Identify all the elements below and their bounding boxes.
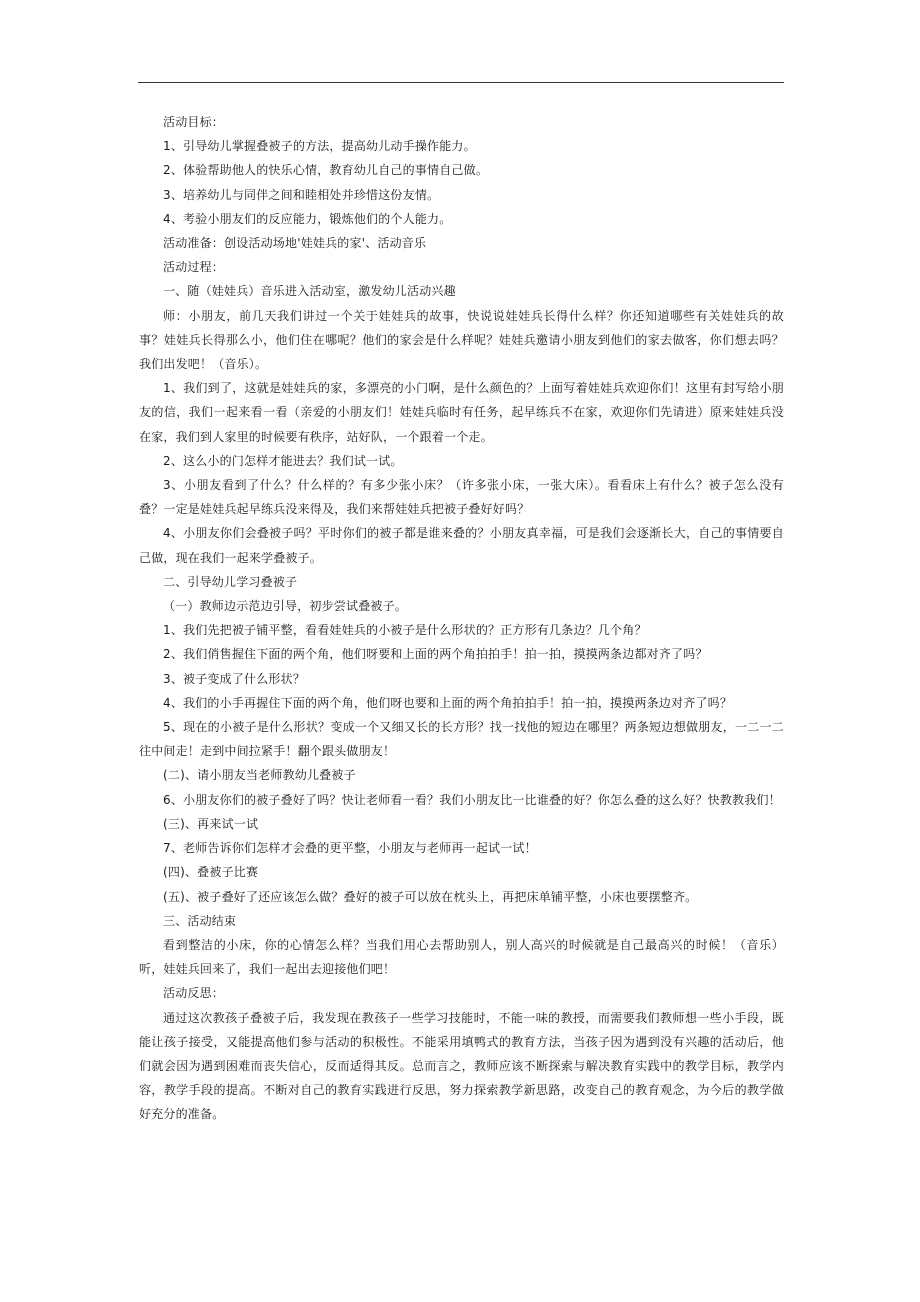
paragraph: 师：小朋友，前几天我们讲过一个关于娃娃兵的故事，快说说娃娃兵长得什么样？你还知道哪些有关娃娃兵的故事？娃娃兵长得那么小，他们住在哪呢？他们的家会是什么样呢？娃娃兵邀请小朋友到他们的家去做客，你们想去吗？我们出发吧！（音乐）。 <box>139 308 784 372</box>
paragraph: 3、小朋友看到了什么？什么样的？有多少张小床？（许多张小床，一张大床）。看看床上有什么？被子怎么没有叠？一定是娃娃兵起早练兵没来得及，我们来帮娃娃兵把被子叠好好吗？ <box>139 478 784 517</box>
goal-item: 1、引导幼儿掌握叠被子的方法，提高幼儿动手操作能力。 <box>163 139 476 154</box>
process-step-heading: 一、随（娃娃兵）音乐进入活动室，激发幼儿活动兴趣 <box>163 284 456 299</box>
paragraph: (五)、被子叠好了还应该怎么做？叠好的被子可以放在枕头上，再把床单铺平整，小床也要摆整齐。 <box>163 889 698 904</box>
sub-heading: (四)、叠被子比赛 <box>163 865 259 880</box>
section-heading-preparation: 活动准备：创设活动场地'娃娃兵的家'、活动音乐 <box>163 236 427 251</box>
section-heading-goals: 活动目标： <box>163 115 225 129</box>
paragraph: 通过这次教孩子叠被子后，我发现在教孩子一些学习技能时，不能一味的教授，而需要我们教师想一些小手段，既能让孩子接受，又能提高他们参与活动的积极性。不能采用填鸭式的教育方法，当孩子因为遇到没有兴趣的活动后，他们就会因为遇到困难而丧失信心，反而适得其反。总而言之，教师应该不断探索与解决教育实践中的教学目标，教学内容，教学手段的提高。不断对自己的教育实践进行反思，努力探索教学新思路，改变自己的教育观念，为今后的教学做好充分的准备。 <box>139 1010 784 1122</box>
paragraph: 5、现在的小被子是什么形状？变成一个又细又长的长方形？找一找他的短边在哪里？两条短边想做朋友，一二一二往中间走！走到中间拉紧手！翻个跟头做朋友！ <box>139 720 784 759</box>
paragraph: 看到整洁的小床，你的心情怎么样？当我们用心去帮助别人，别人高兴的时候就是自己最高兴的时候！（音乐）听，娃娃兵回来了，我们一起出去迎接他们吧！ <box>139 937 784 977</box>
section-heading-process: 活动过程： <box>163 260 225 275</box>
sub-heading: (二)、请小朋友当老师教幼儿叠被子 <box>163 768 356 783</box>
paragraph: 6、小朋友你们的被子叠好了吗？快让老师看一看？我们小朋友比一比谁叠的好？你怎么叠的这么好？快教教我们！ <box>163 792 781 807</box>
sub-heading: （一）教师边示范边引导，初步尝试叠被子。 <box>163 599 408 614</box>
process-step-heading: 三、活动结束 <box>163 913 237 928</box>
paragraph: 2、这么小的门怎样才能进去？我们试一试。 <box>163 453 403 468</box>
paragraph: 3、被子变成了什么形状？ <box>163 671 306 686</box>
paragraph: 1、我们到了，这就是娃娃兵的家，多漂亮的小门啊，是什么颜色的？上面写着娃娃兵欢迎你们！这里有封写给小朋友的信，我们一起来看一看（亲爱的小朋友们！娃娃兵临时有任务，起早练兵不在家，欢迎你们先请进）原来娃娃兵没在家，我们到人家里的时候要有秩序，站好队，一个跟着一个走。 <box>139 381 784 444</box>
goal-item: 3、培养幼儿与同伴之间和睦相处并珍惜这份友情。 <box>163 187 440 202</box>
section-heading-reflection: 活动反思： <box>163 986 225 1001</box>
document-body <box>139 110 784 1127</box>
paragraph: 4、我们的小手再握住下面的两个角，他们呀也要和上面的两个角拍拍手！拍一拍，摸摸两条边对齐了吗？ <box>163 695 733 710</box>
goal-item: 2、体验帮助他人的快乐心情，教育幼儿自己的事情自己做。 <box>163 163 489 178</box>
process-step-heading: 二、引导幼儿学习叠被子 <box>163 574 298 589</box>
goal-item: 4、考验小朋友们的反应能力，锻炼他们的个人能力。 <box>163 211 452 226</box>
paragraph: 4、小朋友你们会叠被子吗？平时你们的被子都是谁来叠的？小朋友真幸福，可是我们会逐渐长大，自己的事情要自己做，现在我们一起来学叠被子。 <box>139 526 784 565</box>
paragraph: 1、我们先把被子铺平整，看看娃娃兵的小被子是什么形状的？正方形有几条边？几个角？ <box>163 623 647 638</box>
sub-heading: (三)、再来试一试 <box>163 816 259 831</box>
paragraph: 2、我们俏售握住下面的两个角，他们呀要和上面的两个角拍拍手！拍一拍，摸摸两条边都对齐了吗？ <box>163 647 708 662</box>
paragraph: 7、老师告诉你们怎样才会叠的更平整，小朋友与老师再一起试一试！ <box>163 841 537 856</box>
header-rule <box>138 82 784 83</box>
